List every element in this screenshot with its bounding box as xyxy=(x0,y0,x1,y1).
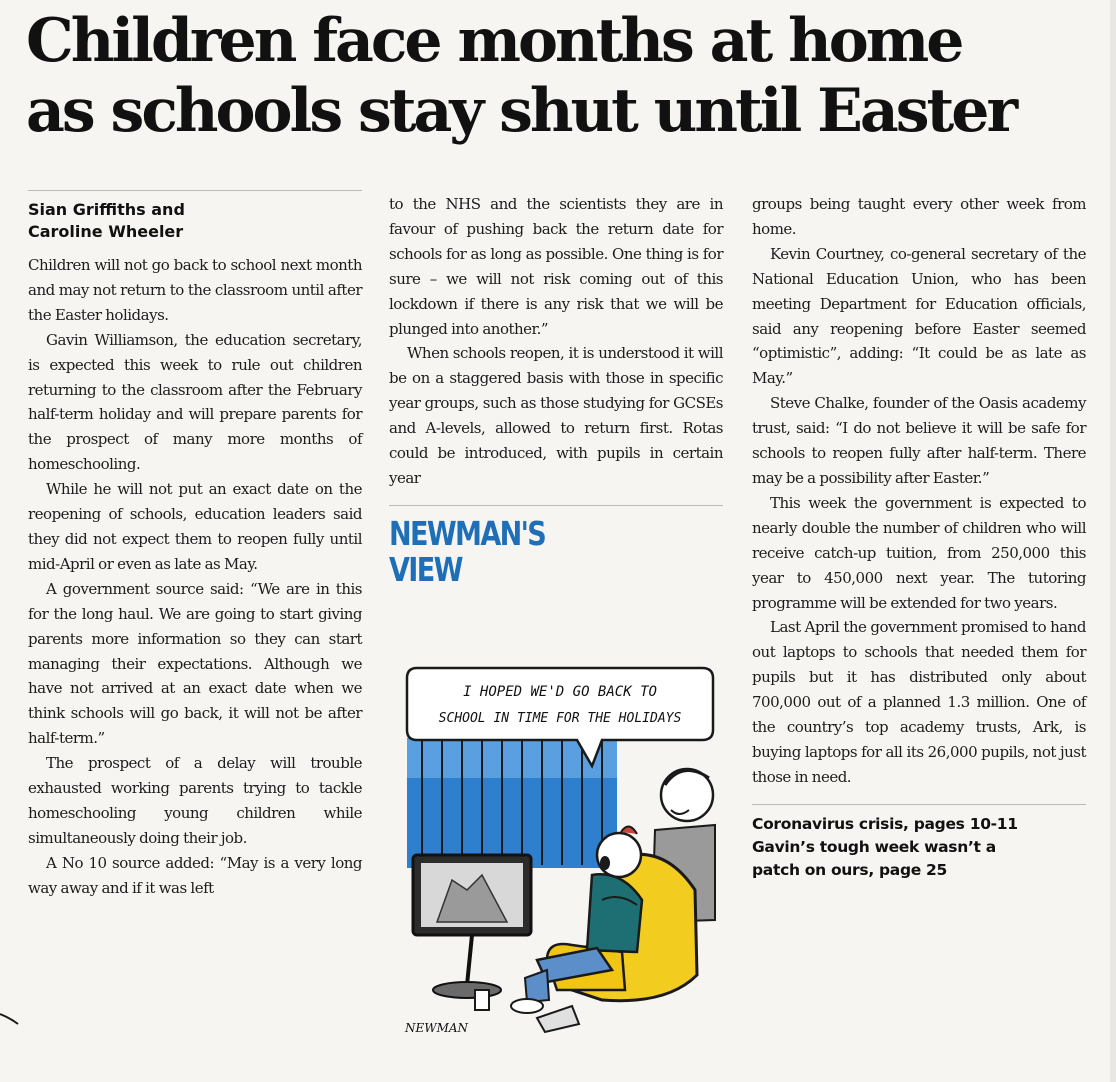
byline-line-2: Caroline Wheeler xyxy=(28,222,184,241)
column-3-text xyxy=(752,192,1086,790)
headline-line-1: Children face months at home xyxy=(26,6,962,76)
window-blinds xyxy=(407,738,617,868)
headline xyxy=(26,6,1096,146)
cartoon-rule xyxy=(389,505,723,506)
byline-rule xyxy=(28,190,362,191)
cartoon-title-line-2: VIEW xyxy=(389,549,462,589)
paragraph: Last April the government promised to hand out laptops to schools that needed them for pupils but it has distributed only about 700,000 out of a planned 1.3 million. One of the country’s top academy trusts, Ark, is buying laptops for all its 26,000 pupils, not just those in need. xyxy=(752,618,1086,786)
newman-cartoon xyxy=(397,660,723,1040)
pointer-line-2: Gavin’s tough week wasn’t a xyxy=(752,837,996,856)
cartoon-title-line-1: NEWMAN'S xyxy=(389,513,546,553)
margin-pen-mark xyxy=(0,1000,24,1040)
paragraph: A No 10 source added: “May is a very long way away and if it was left xyxy=(28,853,362,897)
paragraph: Children will not go back to school next month and may not return to the classroom until after the Easter holidays. xyxy=(28,256,362,324)
cartoon-signature: NEWMAN xyxy=(405,1021,469,1035)
pointer-line-3: patch on ours, page 25 xyxy=(752,860,948,879)
byline xyxy=(28,199,362,243)
paragraph: to the NHS and the scientists they are in favour of pushing back the return date for schools for as long as possible. One thing is for sure – we will not risk coming out of this lockdown if there is any risk that we will be plunged into another.” xyxy=(389,195,723,338)
page-pointers xyxy=(752,804,1086,882)
paragraph: While he will not put an exact date on the reopening of schools, education leaders said they did not expect them to reopen fully until mid-April or even as late as May. xyxy=(28,480,362,573)
paragraph: Kevin Courtney, co-general secretary of the National Education Union, who has been meeting Department for Education officials, said any reopening before Easter seemed “optimistic”, adding: “It could be as late as May.” xyxy=(752,244,1086,388)
page-right-edge xyxy=(1110,0,1116,1082)
television xyxy=(413,855,531,998)
paragraph: The prospect of a delay will trouble exhausted working parents trying to tackle homeschooling young children while simultaneously doing their job. xyxy=(28,754,362,847)
pointer-line-1: Coronavirus crisis, pages 10-11 xyxy=(752,814,1018,833)
paragraph: This week the government is expected to nearly double the number of children who will receive catch-up tuition, from 250,000 this year to 450,000 next year. The tutoring programme will be extended for two years. xyxy=(752,493,1086,612)
paragraph: Steve Chalke, founder of the Oasis academy trust, said: “I do not believe it will be safe for schools to reopen fully after half-term. There may be a possibility after Easter.” xyxy=(752,394,1086,487)
article-column-3 xyxy=(752,192,1086,882)
cartoon-title xyxy=(389,513,663,589)
paragraph: Gavin Williamson, the education secretary, is expected this week to rule out children returning to the classroom after the February half-term holiday and will prepare parents for the prospect of many more months of homeschooling. xyxy=(28,330,362,474)
column-2-text xyxy=(389,192,723,491)
paragraph: When schools reopen, it is understood it will be on a staggered basis with those in specific year groups, such as those studying for GCSEs and A-levels, allowed to return first. Rotas could be introduced, with pupils in certain year xyxy=(389,344,723,487)
headline-line-2: as schools stay shut until Easter xyxy=(26,76,1016,146)
speech-text-line-1: I HOPED WE'D GO BACK TO xyxy=(463,684,657,700)
article-column-2 xyxy=(389,192,723,588)
paragraph: A government source said: “We are in this for the long haul. We are going to start giving parents more information so they can start managing their expectations. Although we have not arrived at an exact date when we think schools will go back, it will not be after half-term.” xyxy=(28,579,362,748)
pointers-rule xyxy=(752,804,1086,805)
article-column-1 xyxy=(28,190,362,901)
speech-text-line-2: SCHOOL IN TIME FOR THE HOLIDAYS xyxy=(438,711,682,726)
paragraph: groups being taught every other week from home. xyxy=(752,195,1086,238)
byline-line-1: Sian Griffiths and xyxy=(28,200,185,219)
column-1-text xyxy=(28,253,362,901)
